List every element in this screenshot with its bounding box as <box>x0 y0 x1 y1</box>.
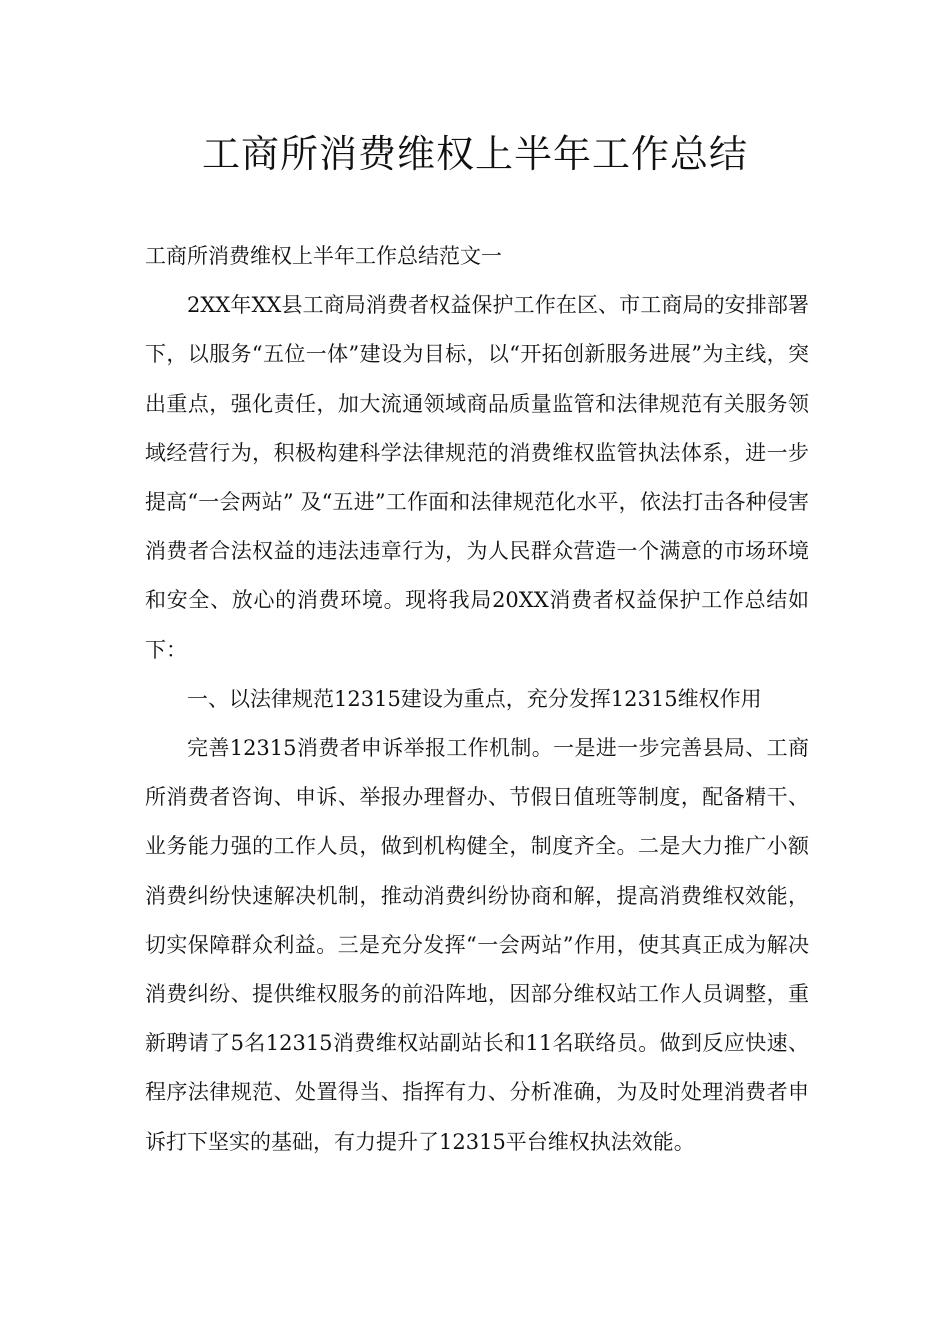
section-heading-1: 一、以法律规范12315建设为重点，充分发挥12315维权作用 <box>187 686 762 711</box>
document-title: 工商所消费维权上半年工作总结 <box>201 132 748 176</box>
document-subtitle: 工商所消费维权上半年工作总结范文一 <box>145 244 502 268</box>
document-body <box>145 232 809 1167</box>
paragraph-12315: 完善12315消费者申诉举报工作机制。一是进一步完善县局、工商所消费者咨询、申诉、举报办理督办、节假日值班等制度，配备精干、业务能力强的工作人员，做到机构健全，制度齐全。二是大力推广小额消费纠纷快速解决机制，推动消费纠纷协商和解，提高消费维权效能，切实保障群众利益。三是充分发挥“一会两站”作用，使其真正成为解决消费纠纷、提供维权服务的前沿阵地，因部分维权站工作人员调整，重新聘请了5名12315消费维权站副站长和11名联络员。做到反应快速、程序法律规范、处置得当、指挥有力、分析准确，为及时处理消费者申诉打下坚实的基础，有力提升了12315平台维权执法效能。 <box>145 736 809 1154</box>
paragraph-intro: 2XX年XX县工商局消费者权益保护工作在区、市工商局的安排部署下，以服务“五位一体”建设为目标，以“开拓创新服务进展”为主线，突出重点，强化责任，加大流通领域商品质量监管和法律规范有关服务领域经营行为，积极构建科学法律规范的消费维权监管执法体系，进一步提高“一会两站” 及“五进”工作面和法律规范化水平，依法打击各种侵害消费者合法权益的违法违章行为，为人民群众营造一个满意的市场环境和安全、放心的消费环境。现将我局20XX消费者权益保护工作总结如下： <box>145 293 809 662</box>
